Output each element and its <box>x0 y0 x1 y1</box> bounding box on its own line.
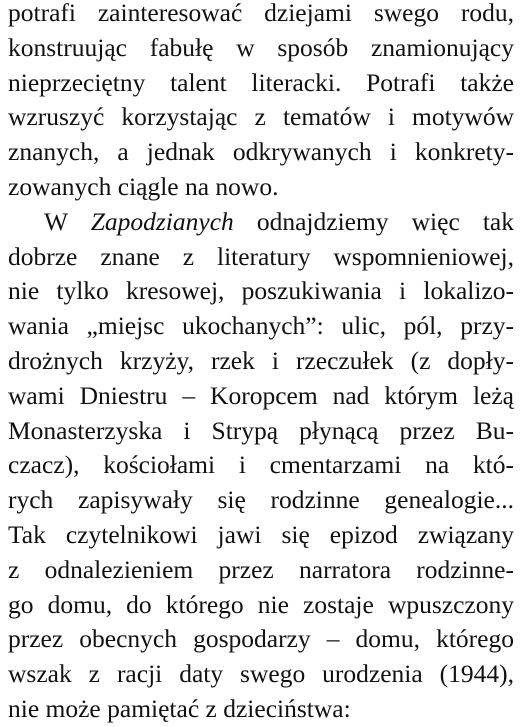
document-page <box>8 0 514 727</box>
text-line: z odnalezieniem przez narratora rodzinne- <box>8 554 514 584</box>
text-line: rych zapisywały się rodzinne genealogie... <box>8 485 514 515</box>
text-line: znanych, a jednak odkrywanych i konkrety- <box>8 137 514 167</box>
text-line: zowanych ciągle na nowo. <box>8 171 279 201</box>
text-line: wzruszyć korzystając z tematów i motywów <box>8 102 514 132</box>
book-title: Zapodzianych <box>90 206 234 236</box>
text-line: dobrze znane z literatury wspomnieniowej, <box>8 241 514 271</box>
text-line: wszak z racji daty swego urodzenia (1944), <box>8 659 514 689</box>
text-line: Tak czytelnikowi jawi się epizod związany <box>8 519 514 549</box>
text-line: czacz), kościołami i cmentarzami na któ- <box>8 450 514 480</box>
paragraph-1 <box>8 0 514 205</box>
text-line: wania „miejsc ukochanych”: ulic, pól, przy- <box>8 311 514 341</box>
text-fragment: W <box>44 206 91 236</box>
paragraph-2 <box>8 205 514 727</box>
text-line: potrafi zainteresować dziejami swego rodu, <box>8 0 514 27</box>
text-line: Monasterzyska i Strypą płynącą przez Bu- <box>8 415 514 445</box>
text-fragment: odnajdziemy więc tak <box>233 206 514 236</box>
text-line-with-title <box>8 205 514 240</box>
text-line: konstruując fabułę w sposób znamionujący <box>8 32 514 62</box>
text-line: nieprzeciętny talent literacki. Potrafi także <box>8 67 514 97</box>
text-line: wami Dniestru – Koropcem nad którym leżą <box>8 380 514 410</box>
text-line: nie tylko kresowej, poszukiwania i lokalizo- <box>8 276 514 306</box>
text-line: drożnych krzyży, rzek i rzeczułek (z dopły- <box>8 345 514 375</box>
text-line: przez obecnych gospodarzy – domu, którego <box>8 624 514 654</box>
text-line: nie może pamiętać z dzieciństwa: <box>8 693 351 723</box>
text-line: go domu, do którego nie zostaje wpuszczony <box>8 589 514 619</box>
